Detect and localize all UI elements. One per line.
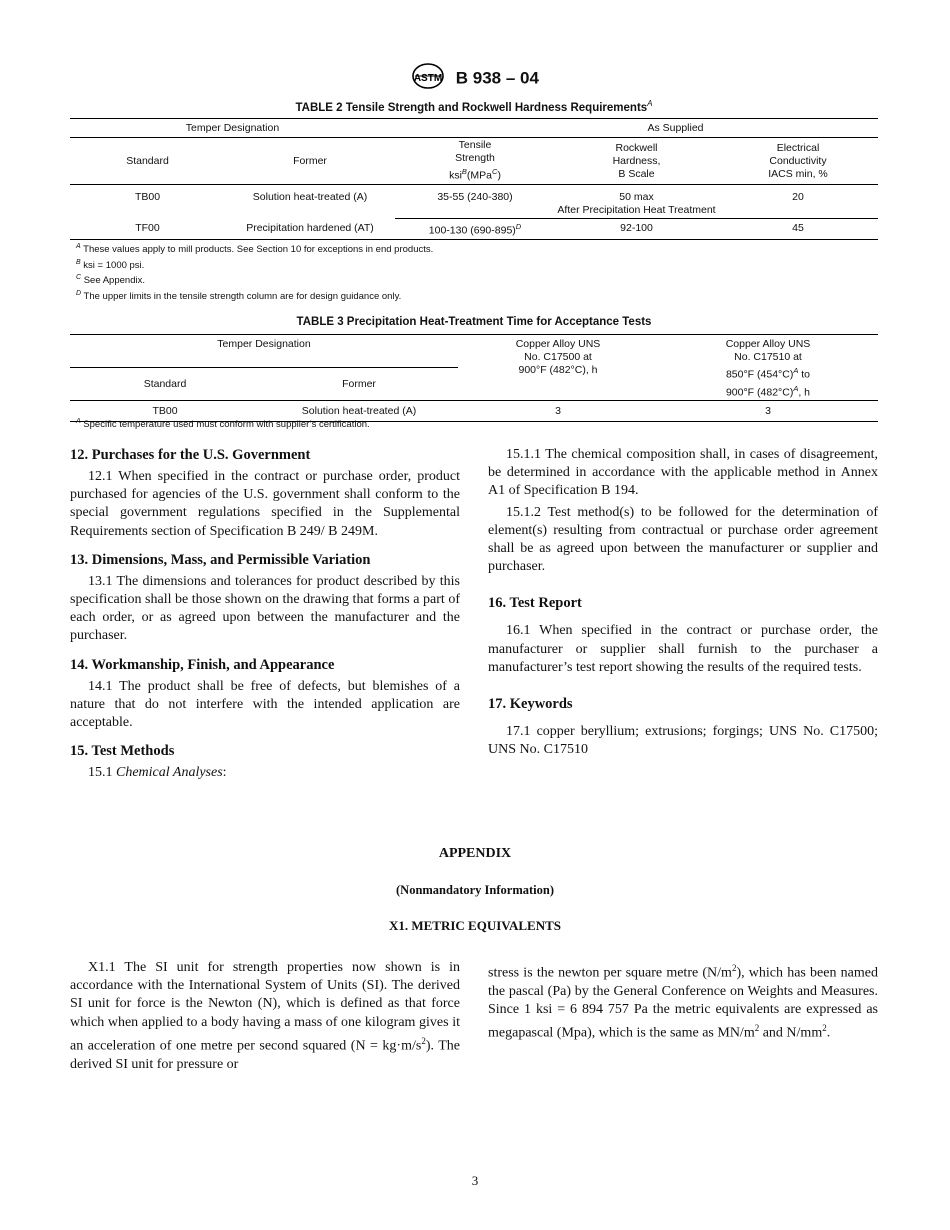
c17510-h4: 900°F (482°C)$^A$, h (725, 383, 811, 398)
table3-footnote: $^A$ Specific temperature used must conform with supplier’s certification. (76, 418, 370, 431)
table2-footnotes (76, 241, 433, 304)
c17500-h2: No. C17500 at (524, 351, 592, 363)
c17500-h3: 900°F (482°C), h (518, 364, 598, 376)
elec-h1: Electrical (776, 141, 820, 154)
paragraph: 13.1 The dimensions and tolerances for product described by this specification shall be those shown on the drawing that forms a part of each order, or as agreed upon between the manufacturer and the purchaser. (70, 573, 460, 644)
paragraph: 17.1 copper beryllium; extrusions; forgings; UNS No. C17500; UNS No. C17510 (488, 724, 878, 758)
table3-col-standard: Standard (143, 377, 187, 390)
elec-h2: Conductivity (769, 154, 827, 167)
section-heading: 13. Dimensions, Mass, and Permissible Variation (70, 551, 371, 568)
appendix-right-column (488, 959, 878, 1043)
section-heading: 14. Workmanship, Finish, and Appearance (70, 656, 335, 673)
table2-caption (70, 99, 878, 114)
c17510-h2: No. C17510 at (734, 351, 802, 363)
span-note: After Precipitation Heat Treatment (557, 204, 716, 216)
table2 (70, 118, 878, 240)
cell-former: Solution heat-treated (A) (252, 191, 368, 203)
cell-rockwell (555, 185, 718, 219)
rockwell-h1: Rockwell (615, 141, 658, 154)
cell-standard: TB00 (134, 191, 161, 203)
cell-former: Precipitation hardened (AT) (246, 222, 374, 234)
cell-elec: 45 (718, 219, 878, 240)
footnote: $^D$ The upper limits in the tensile strength column are for design guidance only. (76, 289, 402, 303)
table2-caption-note: A (647, 99, 653, 108)
table2-col-rockwell (555, 138, 718, 185)
table2-group-supplied: As Supplied (647, 121, 704, 134)
c17510-h3: 850°F (454°C)$^A$ to (725, 366, 811, 381)
table3-col-c17500 (458, 335, 658, 401)
table-row (70, 185, 878, 219)
table3-col-c17510 (658, 335, 878, 401)
cell-c17500: 3 (555, 404, 561, 417)
appendix-title: APPENDIX (438, 846, 512, 861)
footnote: $^A$ These values apply to mill products. See Section 10 for exceptions in end products. (76, 243, 434, 256)
table2-group-temper: Temper Designation (185, 121, 280, 134)
svg-text:ASTM: ASTM (413, 73, 443, 84)
table2-caption-text: TABLE 2 Tensile Strength and Rockwell Hardness Requirements (295, 101, 648, 114)
table2-col-electrical (718, 138, 878, 185)
designation: B 938 – 04 (455, 68, 539, 88)
tensile-h1: Tensile (458, 139, 492, 152)
paragraph: 12.1 When specified in the contract or purchase order, product purchased for agencies of the U.S. government shall conform to the special government regulations specified in the Supplemental Requirements section of Specification B 249/ B 249M. (70, 469, 460, 539)
appendix-subtitle: (Nonmandatory Information) (396, 883, 554, 897)
cell-tensile: 100-130 (690-895)$^D$ (395, 219, 555, 240)
cell-standard: TB00 (152, 404, 178, 417)
table2-col-former: Former (293, 154, 327, 167)
table3-caption: TABLE 3 Precipitation Heat-Treatment Time for Acceptance Tests (296, 316, 652, 328)
paragraph: 15.1.1 The chemical composition shall, in cases of disagreement, be determined in accordance with the applicable method in Annex A1 of Specification B 194. (488, 447, 878, 499)
paragraph: 15.1 Chemical Analyses: (88, 765, 227, 781)
page-header (0, 62, 950, 95)
table-row (70, 219, 878, 240)
paragraph: 14.1 The product shall be free of defects, but blemishes of a nature that do not interfere with the intended application are acceptable. (70, 678, 460, 731)
right-column (488, 446, 878, 759)
table3-col-former: Former (342, 377, 376, 390)
cell-standard: TF00 (135, 222, 160, 234)
rockwell-h2: Hardness, (612, 154, 661, 167)
cell-c17510: 3 (765, 404, 771, 417)
table3-group-temper: Temper Designation (70, 335, 458, 368)
rockwell-h3: B Scale (618, 167, 655, 180)
c17500-h1: Copper Alloy UNS (515, 338, 601, 350)
section-heading: 17. Keywords (488, 696, 573, 713)
paragraph: 16.1 When specified in the contract or purchase order, the manufacturer or supplier shall furnish to the purchaser a manufacturer’s test report showing the results of the required tests. (488, 623, 878, 675)
cell-tensile: 35-55 (240-380) (437, 191, 513, 203)
left-column (70, 446, 460, 782)
table2-col-tensile (395, 138, 555, 185)
footnote: $^B$ ksi = 1000 psi. (76, 258, 145, 271)
cell-rockwell: 92-100 (555, 219, 718, 240)
cell-rockwell-value: 50 max (619, 191, 654, 203)
tensile-h3: ksi$^B$(MPa$^C$) (449, 167, 501, 182)
paragraph: X1.1 The SI unit for strength properties now shown is in accordance with the International System of Units (SI). The derived SI unit for force is the Newton (N), which is defined as that force which when applied to a body having a mass of one kilogram gives it an acceleration of one metre per second squared $(N = kg\cdot m/s^2)$. The derived SI unit for pressure or (70, 960, 460, 1072)
section-heading: 16. Test Report (488, 595, 582, 612)
paragraph: 15.1.2 Test method(s) to be followed for the determination of element(s) resulting from contractual or purchase order agreement shall be as agreed upon between the manufacturer or supplier and purchaser. (488, 504, 878, 575)
cell-elec: 20 (792, 191, 804, 203)
elec-h3: IACS min, % (768, 167, 828, 180)
appendix-left-column (70, 959, 460, 1074)
tensile-h2: Strength (455, 152, 495, 165)
table2-col-standard: Standard (126, 154, 169, 167)
section-heading: 15. Test Methods (70, 743, 175, 760)
c17510-h1: Copper Alloy UNS (725, 338, 811, 350)
paragraph: stress is the newton per square metre $(N/m^2)$, which has been named the pascal (Pa) by the General Conference on Weights and Measures. Since 1 ksi = 6 894 757 Pa the metric equivalents are expressed as megapascal (Mpa), which is the same as $MN/m^2$ and $N/mm^2$. (488, 963, 878, 1041)
page-number: 3 (471, 1173, 479, 1188)
table3 (70, 334, 878, 422)
astm-logo-icon (411, 62, 445, 95)
section-heading: 12. Purchases for the U.S. Government (70, 447, 311, 463)
cell-former: Solution heat-treated (A) (301, 404, 417, 417)
x1-heading: X1. METRIC EQUIVALENTS (388, 918, 562, 933)
footnote: $^C$ See Appendix. (76, 274, 145, 287)
